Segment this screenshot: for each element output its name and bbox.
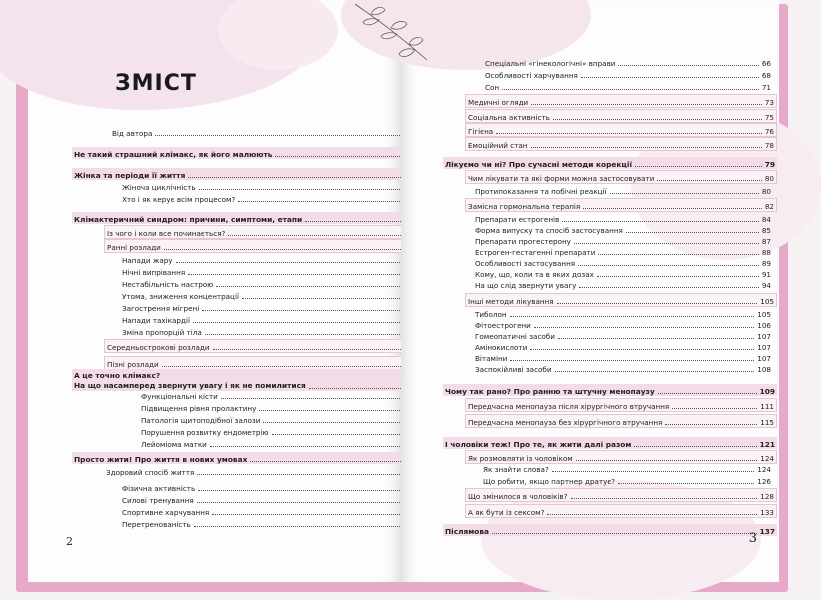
toc-label: Напади жару bbox=[122, 256, 173, 265]
toc-label: Функціональні кісти bbox=[141, 392, 218, 401]
toc-label: Лікуємо чи ні? Про сучасні методи корекції bbox=[445, 160, 632, 169]
toc-label: Як розмовляти із чоловіком bbox=[468, 454, 573, 463]
toc-page: 80 bbox=[761, 187, 771, 196]
leader-dots bbox=[194, 526, 400, 527]
toc-page: 115 bbox=[760, 418, 774, 427]
toc-page: 108 bbox=[757, 365, 771, 374]
leader-dots bbox=[578, 265, 759, 266]
leader-dots bbox=[576, 460, 758, 461]
leader-dots bbox=[558, 338, 754, 339]
toc-page: 105 bbox=[760, 297, 774, 306]
leader-dots bbox=[583, 208, 762, 209]
toc-page: 76 bbox=[764, 127, 774, 136]
toc-page: 128 bbox=[760, 492, 774, 501]
leader-dots bbox=[188, 177, 402, 178]
leader-dots bbox=[212, 514, 400, 515]
toc-label: Клімактеричний синдром: причини, симптоми, етапи bbox=[74, 215, 303, 224]
leader-dots bbox=[574, 243, 759, 244]
toc-entry[interactable] bbox=[475, 184, 771, 196]
leader-dots bbox=[305, 221, 402, 222]
leader-dots bbox=[197, 474, 399, 475]
toc-label: Передчасна менопауза після хірургічного втручання bbox=[468, 402, 670, 411]
toc-label: Середньострокові розлади bbox=[107, 343, 210, 352]
toc-page: 107 bbox=[757, 354, 771, 363]
toc-entry[interactable] bbox=[122, 481, 412, 493]
toc-entry[interactable] bbox=[106, 465, 412, 477]
leader-dots bbox=[242, 298, 400, 299]
toc-page: 68 bbox=[761, 71, 771, 80]
toc-label: Перетренованість bbox=[122, 520, 191, 529]
toc-label: Сон bbox=[485, 83, 500, 92]
toc-entry[interactable] bbox=[122, 313, 412, 325]
toc-label: Порушення розвитку ендометрію bbox=[141, 428, 269, 437]
toc-label: Від автора bbox=[112, 129, 153, 138]
toc-page: 124 bbox=[760, 454, 774, 463]
leader-dots bbox=[162, 366, 401, 367]
toc-label: Тиболон bbox=[475, 310, 507, 319]
leader-dots bbox=[197, 502, 400, 503]
leader-dots bbox=[202, 310, 400, 311]
toc-page: 124 bbox=[757, 465, 771, 474]
toc-chapter[interactable] bbox=[72, 212, 418, 224]
leader-dots bbox=[510, 360, 754, 361]
toc-label: І чоловіки теж! Про те, як жити далі разом bbox=[445, 440, 632, 449]
toc-entry[interactable] bbox=[141, 425, 412, 437]
toc-page: 126 bbox=[757, 477, 771, 486]
toc-section[interactable] bbox=[104, 356, 416, 370]
toc-label: Не такий страшний клімакс, як його малюють bbox=[74, 150, 273, 159]
toc-label: Передчасна менопауза без хірургічного втручання bbox=[468, 418, 663, 427]
toc-entry[interactable] bbox=[141, 389, 412, 401]
leader-dots bbox=[665, 424, 757, 425]
toc-label: Із чого і коли все починається? bbox=[107, 229, 226, 238]
page-title: ЗМІСТ bbox=[115, 71, 197, 96]
toc-label: Препарати прогестерону bbox=[475, 237, 571, 246]
toc-label: Просто жити! Про життя в нових умовах bbox=[74, 455, 248, 464]
toc-label: Як знайти слова? bbox=[483, 465, 549, 474]
leader-dots bbox=[672, 408, 757, 409]
leader-dots bbox=[216, 286, 400, 287]
toc-section[interactable] bbox=[465, 137, 777, 151]
toc-label: Патологія щитоподібної залози bbox=[141, 416, 261, 425]
leader-dots bbox=[259, 410, 399, 411]
leader-dots bbox=[531, 147, 762, 148]
leader-dots bbox=[658, 393, 757, 394]
toc-section[interactable] bbox=[104, 239, 416, 253]
toc-label: Гомеопатичні засоби bbox=[475, 332, 555, 341]
leader-dots bbox=[562, 221, 759, 222]
toc-label: Загострення мігрені bbox=[122, 304, 200, 313]
toc-label: Особливості застосування bbox=[475, 259, 576, 268]
toc-label: Лейоміома матки bbox=[141, 440, 207, 449]
toc-page: 107 bbox=[757, 343, 771, 352]
toc-label: Форма випуску та спосіб застосування bbox=[475, 226, 623, 235]
toc-section[interactable] bbox=[465, 94, 777, 108]
toc-label: Медичні огляди bbox=[468, 98, 529, 107]
toc-section[interactable] bbox=[465, 293, 777, 307]
leader-dots bbox=[557, 303, 758, 304]
toc-label: Підвищення рівня пролактину bbox=[141, 404, 257, 413]
leader-dots bbox=[198, 490, 400, 491]
toc-entry[interactable] bbox=[485, 68, 771, 80]
toc-label: Кому, що, коли та в яких дозах bbox=[475, 270, 594, 279]
leader-dots bbox=[581, 77, 759, 78]
toc-entry[interactable] bbox=[483, 462, 771, 474]
leader-dots bbox=[510, 316, 755, 317]
leader-dots bbox=[210, 446, 400, 447]
toc-page: 111 bbox=[760, 402, 774, 411]
toc-page: 87 bbox=[761, 237, 771, 246]
toc-entry[interactable] bbox=[141, 413, 412, 425]
leader-dots bbox=[238, 201, 400, 202]
toc-label: Протипоказання та побічні реакції bbox=[475, 187, 607, 196]
toc-label: Нічні випрівання bbox=[122, 268, 186, 277]
toc-entry[interactable] bbox=[475, 278, 771, 290]
toc-label: Естроген-гестагенні препарати bbox=[475, 248, 596, 257]
toc-entry[interactable] bbox=[141, 401, 412, 413]
leaf-sprig-illustration bbox=[353, 2, 433, 64]
toc-page: 71 bbox=[761, 83, 771, 92]
toc-label: Хто і як керує всім процесом? bbox=[122, 195, 236, 204]
toc-label: Спеціальні «гінекологічні» вправи bbox=[485, 59, 616, 68]
toc-section[interactable] bbox=[104, 339, 416, 353]
toc-entry[interactable] bbox=[122, 277, 412, 289]
toc-page: 82 bbox=[764, 202, 774, 211]
leader-dots bbox=[610, 193, 759, 194]
toc-label: Чому так рано? Про ранню та штучну менопаузу bbox=[445, 387, 655, 396]
toc-entry[interactable] bbox=[122, 505, 412, 517]
toc-page: 88 bbox=[761, 248, 771, 257]
leader-dots bbox=[555, 371, 755, 372]
toc-page: 91 bbox=[761, 270, 771, 279]
leader-dots bbox=[176, 262, 400, 263]
leader-dots bbox=[530, 349, 754, 350]
toc-section[interactable] bbox=[465, 414, 777, 428]
toc-page: 79 bbox=[764, 160, 775, 169]
toc-chapter[interactable] bbox=[443, 524, 777, 536]
toc-entry[interactable] bbox=[122, 180, 412, 192]
toc-label-block bbox=[74, 371, 306, 391]
toc-label: Амінокислоти bbox=[475, 343, 528, 352]
toc-chapter[interactable] bbox=[72, 168, 418, 180]
toc-label: Вітаміни bbox=[475, 354, 508, 363]
leader-dots bbox=[250, 461, 402, 462]
leader-dots bbox=[553, 119, 762, 120]
toc-label: Гігієна bbox=[468, 127, 494, 136]
toc-section[interactable] bbox=[465, 170, 777, 184]
toc-label: А як бути із сексом? bbox=[468, 508, 545, 517]
leader-dots bbox=[547, 514, 757, 515]
toc-page: 133 bbox=[760, 508, 774, 517]
leader-dots bbox=[492, 533, 757, 534]
toc-entry[interactable] bbox=[122, 253, 412, 265]
leader-dots bbox=[496, 133, 762, 134]
leader-dots bbox=[618, 483, 754, 484]
toc-label: Особливості харчування bbox=[485, 71, 578, 80]
toc-page: 66 bbox=[761, 59, 771, 68]
toc-chapter[interactable] bbox=[72, 452, 418, 464]
toc-label: Нестабільність настрою bbox=[122, 280, 214, 289]
toc-entry[interactable] bbox=[122, 265, 412, 277]
leader-dots bbox=[193, 322, 400, 323]
leader-dots bbox=[188, 274, 400, 275]
toc-section[interactable] bbox=[465, 504, 777, 518]
toc-section[interactable] bbox=[465, 198, 777, 212]
toc-label: Препарати естрогенів bbox=[475, 215, 560, 224]
leader-dots bbox=[635, 166, 762, 167]
toc-chapter[interactable] bbox=[443, 384, 777, 396]
toc-page: 106 bbox=[757, 321, 771, 330]
toc-label: Фізична активність bbox=[122, 484, 196, 493]
leader-dots bbox=[626, 232, 759, 233]
leader-dots bbox=[552, 471, 755, 472]
toc-label: Соціальна активність bbox=[468, 113, 550, 122]
toc-page: 84 bbox=[761, 215, 771, 224]
leader-dots bbox=[579, 287, 758, 288]
leader-dots bbox=[534, 327, 754, 328]
toc-page: 78 bbox=[764, 141, 774, 150]
leader-dots bbox=[618, 65, 758, 66]
leader-dots bbox=[272, 434, 400, 435]
leader-dots bbox=[263, 422, 399, 423]
leader-dots bbox=[205, 334, 400, 335]
leader-dots bbox=[531, 104, 762, 105]
leader-dots bbox=[213, 349, 401, 350]
toc-page: 75 bbox=[764, 113, 774, 122]
toc-page: 107 bbox=[757, 332, 771, 341]
leader-dots bbox=[634, 446, 756, 447]
toc-page: 105 bbox=[757, 310, 771, 319]
toc-entry[interactable] bbox=[141, 437, 412, 449]
toc-entry[interactable] bbox=[483, 474, 771, 486]
toc-label: Напади тахікардії bbox=[122, 316, 190, 325]
toc-label: Фітоестрогени bbox=[475, 321, 531, 330]
toc-entry[interactable] bbox=[122, 289, 412, 301]
toc-entry[interactable] bbox=[112, 126, 412, 138]
toc-label: Що робити, якщо партнер дратує? bbox=[483, 477, 616, 486]
toc-label: Післямова bbox=[445, 527, 490, 536]
right-page bbox=[401, 0, 779, 582]
toc-chapter[interactable] bbox=[72, 369, 418, 391]
toc-page: 121 bbox=[759, 440, 775, 449]
leader-dots bbox=[571, 498, 758, 499]
toc-label: Емоційний стан bbox=[468, 141, 528, 150]
leader-dots bbox=[221, 398, 400, 399]
toc-label: Чим лікувати та які форми можна застосовувати bbox=[468, 174, 655, 183]
toc-label: Заспокійливі засоби bbox=[475, 365, 552, 374]
toc-page: 73 bbox=[764, 98, 774, 107]
page-number: 3 bbox=[748, 531, 757, 546]
toc-entry[interactable] bbox=[475, 362, 771, 374]
toc-entry[interactable] bbox=[122, 192, 412, 204]
toc-label: Жіноча циклічність bbox=[122, 183, 196, 192]
leader-dots bbox=[275, 156, 407, 157]
toc-label: Силові тренування bbox=[122, 496, 194, 505]
toc-label: Пізні розлади bbox=[107, 360, 159, 369]
leader-dots bbox=[228, 235, 400, 236]
toc-chapter[interactable] bbox=[72, 147, 418, 159]
toc-section[interactable] bbox=[465, 109, 777, 123]
toc-page: 137 bbox=[759, 527, 775, 536]
toc-section[interactable] bbox=[465, 123, 777, 137]
toc-label: На що слід звернути увагу bbox=[475, 281, 577, 290]
page-number: 2 bbox=[66, 535, 73, 548]
toc-label: Здоровий спосіб життя bbox=[106, 468, 195, 477]
toc-entry[interactable] bbox=[122, 517, 412, 529]
toc-chapter[interactable] bbox=[443, 437, 777, 449]
toc-label: Ранні розлади bbox=[107, 243, 161, 252]
leader-dots bbox=[657, 180, 761, 181]
toc-section[interactable] bbox=[104, 225, 416, 239]
toc-label: Зміна пропорцій тіла bbox=[122, 328, 202, 337]
toc-page: 109 bbox=[759, 387, 775, 396]
toc-chapter[interactable] bbox=[443, 157, 777, 169]
toc-entry[interactable] bbox=[122, 301, 412, 313]
toc-label: Жінка та періоди її життя bbox=[74, 171, 186, 180]
toc-label: Що змінилося в чоловіків? bbox=[468, 492, 568, 501]
leader-dots bbox=[199, 189, 400, 190]
toc-label: Утома, зниження концентрації bbox=[122, 292, 239, 301]
toc-page: 89 bbox=[761, 259, 771, 268]
leader-dots bbox=[164, 249, 401, 250]
toc-entry[interactable] bbox=[485, 56, 771, 68]
leader-dots bbox=[155, 135, 404, 136]
toc-label: Інші методи лікування bbox=[468, 297, 554, 306]
leader-dots bbox=[502, 89, 759, 90]
toc-label-line2: На що насамперед звернути увагу і як не помилитися bbox=[74, 381, 306, 390]
toc-page: 94 bbox=[761, 281, 771, 290]
toc-label: Спортивне харчування bbox=[122, 508, 210, 517]
toc-label: Замісна гормональна терапія bbox=[468, 202, 581, 211]
toc-entry[interactable] bbox=[122, 325, 412, 337]
toc-page: 80 bbox=[764, 174, 774, 183]
leader-dots bbox=[598, 254, 758, 255]
toc-entry[interactable] bbox=[122, 493, 412, 505]
toc-entry[interactable] bbox=[485, 80, 771, 92]
toc-page: 85 bbox=[761, 226, 771, 235]
toc-label: А це точно клімакс? bbox=[74, 371, 161, 380]
toc-section[interactable] bbox=[465, 398, 777, 412]
leader-dots bbox=[597, 276, 759, 277]
left-page bbox=[28, 0, 401, 582]
toc-section[interactable] bbox=[465, 488, 777, 502]
